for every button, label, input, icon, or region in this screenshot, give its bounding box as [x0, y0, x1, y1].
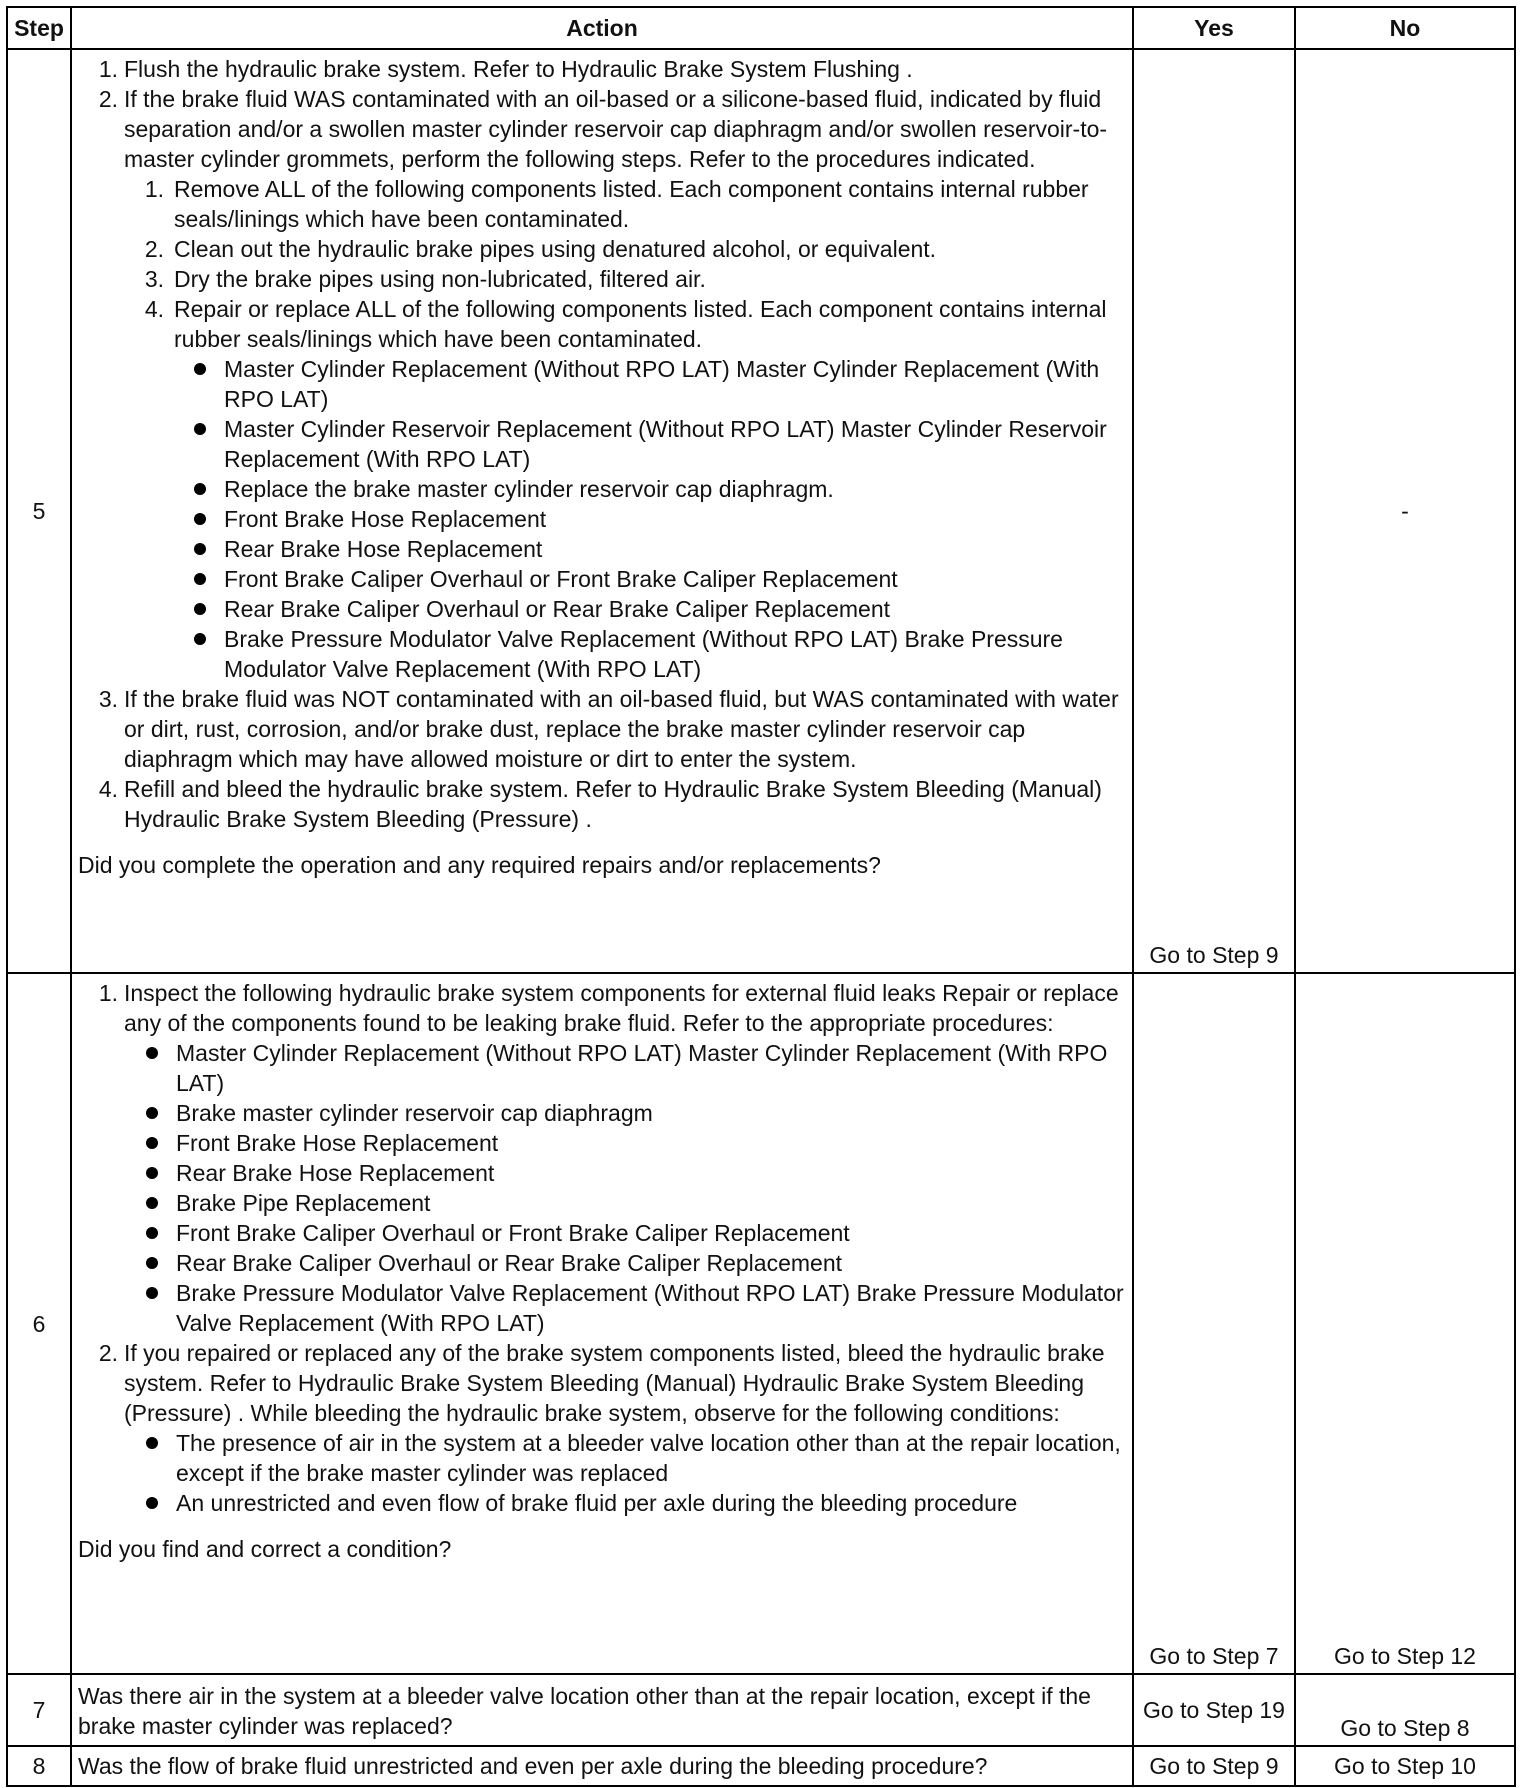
no-cell [1295, 973, 1515, 1674]
list-item: 3. If the brake fluid was NOT contaminated with an oil-based fluid, but WAS contaminated with water or dirt, rust, corrosion, and/or brake dust, replace the brake master cylinder reservoir cap diaphragm which may have allowed moisture or dirt to enter the system. [98, 686, 1119, 772]
no-answer: Go to Step 12 [1334, 1643, 1476, 1669]
procedure-list [78, 54, 1126, 834]
bullet-item: Master Cylinder Replacement (Without RPO LAT) Master Cylinder Replacement (With RPO LAT) [192, 354, 1126, 414]
action-cell [71, 49, 1133, 973]
step-number: 7 [7, 1674, 71, 1746]
list-item-text: If the brake fluid WAS contaminated with an oil-based or a silicone-based fluid, indicated by fluid separation and/or a swollen master cylinder reservoir cap diaphragm and/or swollen reservoir-to-master cylinder grommets, perform the following steps. Refer to the procedures indicated. [124, 86, 1108, 172]
bullet-item: Brake Pressure Modulator Valve Replacement (Without RPO LAT) Brake Pressure Modulator Valve Replacement (With RPO LAT) [144, 1278, 1126, 1338]
step-question: Did you complete the operation and any required repairs and/or replacements? [78, 852, 881, 878]
list-item-text: If the brake fluid was NOT contaminated with an oil-based fluid, but WAS contaminated with water or dirt, rust, corrosion, and/or brake dust, replace the brake master cylinder reservoir cap diaphragm which may have allowed moisture or dirt to enter the system. [124, 686, 1119, 772]
list-item-text: Dry the brake pipes using non-lubricated, filtered air. [174, 266, 706, 292]
step-number: 5 [7, 49, 71, 973]
bullet-item: Rear Brake Hose Replacement [192, 534, 1126, 564]
sub-list-item: 3. Dry the brake pipes using non-lubricated, filtered air. [144, 266, 706, 292]
sub-list-item: 4. Repair or replace ALL of the following components listed. Each component contains internal rubber seals/linings which have been contaminated. Master Cylinder Replacement (Without RPO LAT) Master Cylinder Replacement (With RPO LAT) Master Cylinder Reservoir Replacement (Without RPO LAT) Master Cylinder Reservoir Replacement (With RPO LAT) Replace the brake master cylinder reservoir cap diaphragm. Front Brake Hose Replacement Rear Brake Hose Replacement Front Brake Caliper Overhaul or Front Brake Caliper Replacement Rear Brake Caliper Overhaul or Rear Brake Caliper Replacement Brake Pressure Modulator Valve Replacement (Without RPO LAT) Brake Pressure Modulator Valve Replacement (With RPO LAT) [134, 294, 1126, 684]
list-item: 1. Inspect the following hydraulic brake system components for external fluid leaks Repair or replace any of the components found to be leaking brake fluid. Refer to the appropriate procedures: Master Cylinder Replacement (Without RPO LAT) Master Cylinder Replacement (With RPO LAT) Brake master cylinder reservoir cap diaphragm Front Brake Hose Replacement Rear Brake Hose Replacement Brake Pipe Replacement Front Brake Caliper Overhaul or Front Brake Caliper Replacement Rear Brake Caliper Overhaul or Rear Brake Caliper Replacement Brake Pressure Modulator Valve Replacement (Without RPO LAT) Brake Pressure Modulator Valve Replacement (With RPO LAT) [88, 978, 1126, 1338]
list-item: 1. Flush the hydraulic brake system. Refer to Hydraulic Brake System Flushing . [98, 56, 913, 82]
table-row-step-5 [7, 49, 1515, 973]
no-cell [1295, 1674, 1515, 1746]
step-question: Was the flow of brake fluid unrestricted and even per axle during the bleeding procedure? [71, 1746, 1133, 1786]
yes-answer: Go to Step 19 [1133, 1674, 1295, 1746]
bullet-item: Master Cylinder Replacement (Without RPO LAT) Master Cylinder Replacement (With RPO LAT) [144, 1038, 1126, 1098]
component-bullet-list [124, 1038, 1126, 1338]
bullet-item: An unrestricted and even flow of brake fluid per axle during the bleeding procedure [144, 1488, 1126, 1518]
step-number: 6 [7, 973, 71, 1674]
bullet-item: The presence of air in the system at a bleeder valve location other than at the repair location, except if the brake master cylinder was replaced [144, 1428, 1126, 1488]
diagnostic-table [6, 6, 1516, 1787]
bullet-item: Brake Pressure Modulator Valve Replacement (Without RPO LAT) Brake Pressure Modulator Valve Replacement (With RPO LAT) [192, 624, 1126, 684]
list-item: 2. If you repaired or replaced any of the brake system components listed, bleed the hydraulic brake system. Refer to Hydraulic Brake System Bleeding (Manual) Hydraulic Brake System Bleeding (Pressure) . While bleeding the hydraulic brake system, observe for the following conditions: The presence of air in the system at a bleeder valve location other than at the repair location, except if the brake master cylinder was replaced An unrestricted and even flow of brake fluid per axle during the bleeding procedure [88, 1338, 1126, 1518]
list-item-text: Repair or replace ALL of the following components listed. Each component contains internal rubber seals/linings which have been contaminated. [174, 296, 1107, 352]
bullet-item: Front Brake Hose Replacement [144, 1128, 1126, 1158]
list-item-text: Refill and bleed the hydraulic brake system. Refer to Hydraulic Brake System Bleeding (Manual) Hydraulic Brake System Bleeding (Pressure) . [124, 776, 1102, 832]
table-row-step-6 [7, 973, 1515, 1674]
bullet-item: Replace the brake master cylinder reservoir cap diaphragm. [192, 474, 1126, 504]
no-answer: - [1295, 49, 1515, 973]
no-answer: Go to Step 8 [1340, 1715, 1470, 1741]
list-item: 4. Refill and bleed the hydraulic brake system. Refer to Hydraulic Brake System Bleeding (Manual) Hydraulic Brake System Bleeding (Pressure) . [98, 776, 1102, 832]
bullet-item: Rear Brake Hose Replacement [144, 1158, 1126, 1188]
sub-list-item: 2. Clean out the hydraulic brake pipes using denatured alcohol, or equivalent. [144, 236, 937, 262]
procedure-list [78, 978, 1126, 1518]
bullet-item: Rear Brake Caliper Overhaul or Rear Brake Caliper Replacement [192, 594, 1126, 624]
list-item-text: Inspect the following hydraulic brake system components for external fluid leaks Repair or replace any of the components found to be leaking brake fluid. Refer to the appropriate procedures: [124, 980, 1119, 1036]
header-row [7, 7, 1515, 49]
bullet-item: Master Cylinder Reservoir Replacement (Without RPO LAT) Master Cylinder Reservoir Replacement (With RPO LAT) [192, 414, 1126, 474]
header-step: Step [7, 7, 71, 49]
bullet-item: Brake Pipe Replacement [144, 1188, 1126, 1218]
bullet-item: Front Brake Caliper Overhaul or Front Brake Caliper Replacement [144, 1218, 1126, 1248]
table-row-step-8 [7, 1746, 1515, 1786]
step-number: 8 [7, 1746, 71, 1786]
list-item: 2. If the brake fluid WAS contaminated with an oil-based or a silicone-based fluid, indicated by fluid separation and/or a swollen master cylinder reservoir cap diaphragm and/or swollen reservoir-to-master cylinder grommets, perform the following steps. Refer to the procedures indicated. 1. Remove ALL of the following components listed. Each component contains internal rubber seals/linings which have been contaminated. 2. Clean out the hydraulic brake pipes using denatured alcohol, or equivalent. 3. Dry the brake pipes using non-lubricated, filtered air. 4. Repair or replace ALL of the following components listed. Each component contains internal rubber seals/linings which have been contaminated. Master Cylinder Replacement (Without RPO LAT) Master Cylinder Replacement (With RPO LAT) Master Cylinder Reservoir Replacement (Without RPO LAT) Master Cylinder Reservoir Replacement (With RPO LAT) Replace the brake master cylinder reservoir cap diaphragm. Front Brake Hose Replacement Rear Brake Hose Replacement Front Brake Caliper Overhaul or Front Brake Caliper Replacement Rear Brake Caliper Overhaul or Rear Brake Caliper Replacement Brake Pressure Modulator Valve Replacement (Without RPO LAT) Brake Pressure Modulator Valve Replacement (With RPO LAT) [88, 84, 1126, 684]
yes-cell [1133, 973, 1295, 1674]
bullet-item: Front Brake Hose Replacement [192, 504, 1126, 534]
yes-answer: Go to Step 9 [1133, 1746, 1295, 1786]
yes-cell [1133, 49, 1295, 973]
list-item-text: Clean out the hydraulic brake pipes using denatured alcohol, or equivalent. [174, 236, 937, 262]
sub-procedure-list [124, 174, 1126, 684]
header-no: No [1295, 7, 1515, 49]
sub-list-item: 1. Remove ALL of the following components listed. Each component contains internal rubber seals/linings which have been contaminated. [144, 176, 1089, 232]
component-bullet-list [174, 354, 1126, 684]
step-question: Was there air in the system at a bleeder valve location other than at the repair location, except if the brake master cylinder was replaced? [71, 1674, 1133, 1746]
header-action: Action [71, 7, 1133, 49]
header-yes: Yes [1133, 7, 1295, 49]
no-answer: Go to Step 10 [1295, 1746, 1515, 1786]
bullet-item: Rear Brake Caliper Overhaul or Rear Brake Caliper Replacement [144, 1248, 1126, 1278]
action-cell [71, 973, 1133, 1674]
list-item-text: If you repaired or replaced any of the brake system components listed, bleed the hydraulic brake system. Refer to Hydraulic Brake System Bleeding (Manual) Hydraulic Brake System Bleeding (Pressure) . While bleeding the hydraulic brake system, observe for the following conditions: [124, 1340, 1105, 1426]
yes-answer: Go to Step 7 [1149, 1643, 1279, 1669]
yes-answer: Go to Step 9 [1149, 942, 1279, 968]
list-item-text: Flush the hydraulic brake system. Refer to Hydraulic Brake System Flushing . [124, 56, 913, 82]
list-item-text: Remove ALL of the following components listed. Each component contains internal rubber seals/linings which have been contaminated. [174, 176, 1089, 232]
bullet-item: Brake master cylinder reservoir cap diaphragm [144, 1098, 1126, 1128]
step-question: Did you find and correct a condition? [78, 1536, 452, 1562]
bullet-item: Front Brake Caliper Overhaul or Front Brake Caliper Replacement [192, 564, 1126, 594]
table-row-step-7 [7, 1674, 1515, 1746]
condition-bullet-list [124, 1428, 1126, 1518]
